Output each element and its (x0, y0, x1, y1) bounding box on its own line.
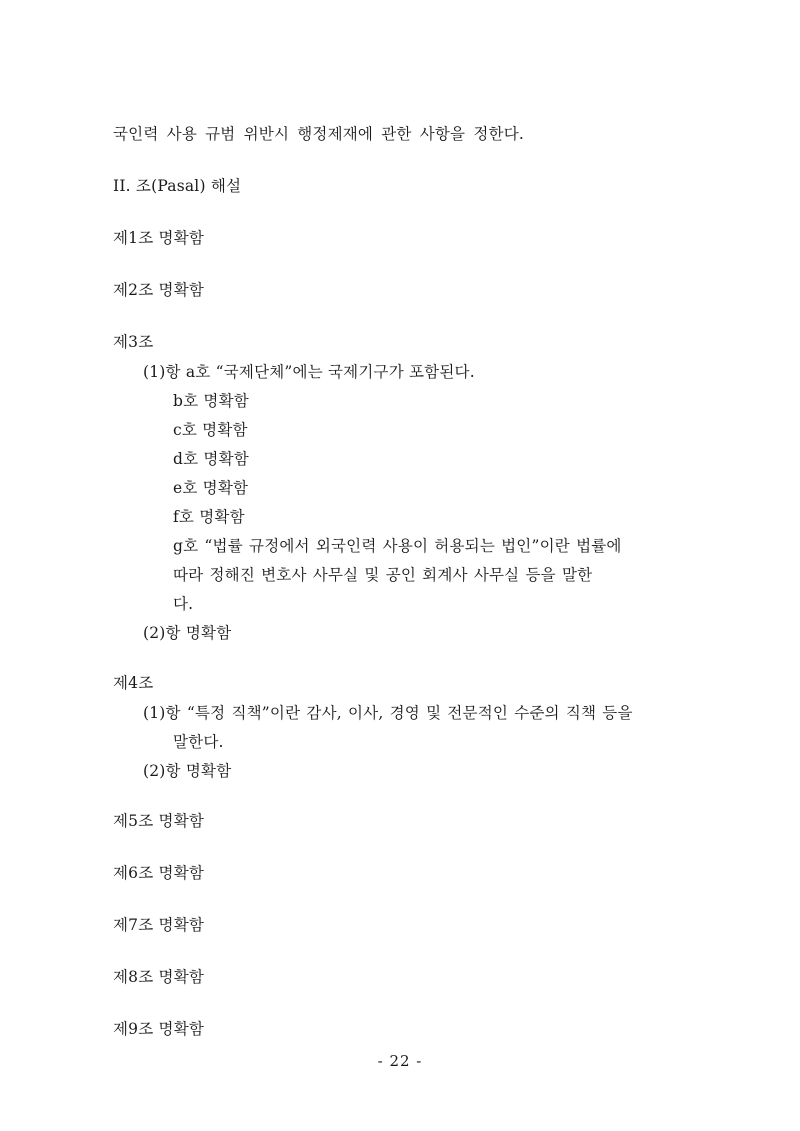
article-2: 제2조 명확함 (113, 281, 205, 300)
article-5: 제5조 명확함 (113, 812, 205, 831)
article-3-item-g-continued-1: 따라 정해진 변호사 사무실 및 공인 회계사 사무실 등을 말한 (173, 566, 593, 585)
article-1: 제1조 명확함 (113, 229, 205, 248)
article-4-heading: 제4조 (113, 674, 154, 693)
article-6: 제6조 명확함 (113, 864, 205, 883)
article-4-clause-1-continued: 말한다. (173, 733, 224, 752)
article-3-item-g-continued-2: 다. (173, 595, 194, 614)
paragraph-intro: 국인력 사용 규범 위반시 행정제재에 관한 사항을 정한다. (113, 125, 524, 143)
article-3-clause-1: (1)항 a호 “국제단체”에는 국제기구가 포함된다. (143, 363, 475, 382)
article-3-item-f: f호 명확함 (173, 508, 245, 527)
article-8: 제8조 명확함 (113, 968, 205, 987)
article-4-clause-2: (2)항 명확함 (143, 762, 232, 781)
article-4-clause-1: (1)항 “특정 직책”이란 감사, 이사, 경영 및 전문적인 수준의 직책 등을 (143, 704, 633, 723)
section-heading: II. 조(Pasal) 해설 (113, 177, 242, 196)
document-body (113, 122, 693, 1069)
article-3-item-c: c호 명확함 (173, 421, 248, 440)
page-number: - 22 - (377, 1052, 423, 1070)
article-3-item-g: g호 “법률 규정에서 외국인력 사용이 허용되는 법인”이란 법률에 (173, 537, 622, 556)
article-3-heading: 제3조 (113, 333, 154, 352)
article-7: 제7조 명확함 (113, 916, 205, 935)
article-3-clause-2: (2)항 명확함 (143, 624, 232, 643)
article-3-item-b: b호 명확함 (173, 392, 249, 411)
article-3-item-d: d호 명확함 (173, 450, 249, 469)
article-9: 제9조 명확함 (113, 1020, 205, 1039)
article-3-item-e: e호 명확함 (173, 479, 249, 498)
